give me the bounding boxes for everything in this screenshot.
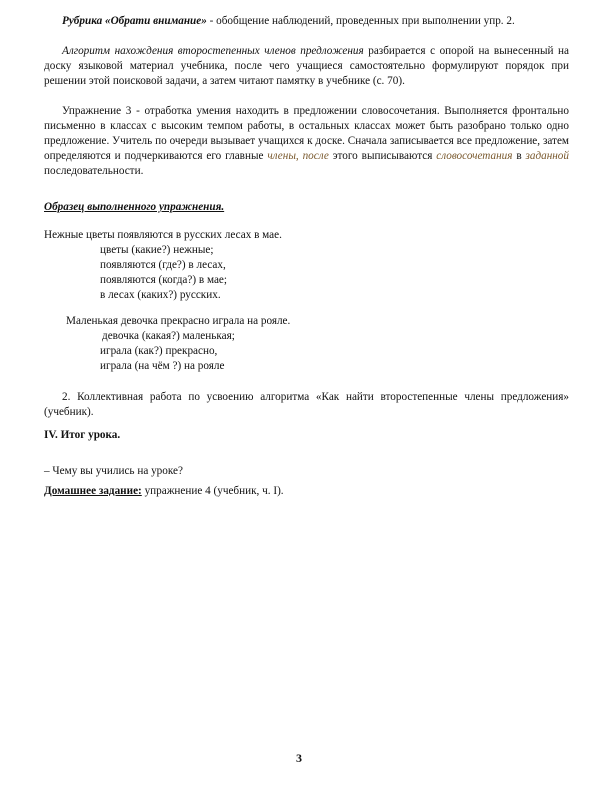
homework-label: Домашнее задание: bbox=[44, 485, 142, 497]
collective-work-paragraph: 2. Коллективная работа по усвоению алгоритма «Как найти второстепенные члены предложения» (учебник). bbox=[44, 391, 569, 418]
sample-1-line-2: появляются (где?) в лесах, bbox=[100, 259, 226, 271]
sample-2-line-3: играла (на чём ?) на рояле bbox=[100, 360, 225, 372]
highlight-given: заданной bbox=[525, 150, 569, 162]
sample-2-line-2: играла (как?) прекрасно, bbox=[100, 345, 218, 357]
summary-question: – Чему вы учились на уроке? bbox=[44, 465, 183, 477]
exercise3-text-2: этого выписываются bbox=[328, 150, 437, 162]
sample-1-line-4: в лесах (каких?) русских. bbox=[100, 289, 221, 301]
rubric-text: - обобщение наблюдений, проведенных при выполнении упр. 2. bbox=[206, 15, 515, 27]
sample-sentence-1: Нежные цветы появляются в русских лесах в мае. bbox=[44, 229, 282, 241]
exercise3-lead: Упражнение 3 bbox=[62, 105, 132, 117]
homework-text: упражнение 4 (учебник, ч. I). bbox=[141, 485, 284, 497]
sample-heading: Образец выполненного упражнения. bbox=[44, 201, 225, 213]
highlight-members: члены, после bbox=[267, 150, 329, 162]
sample-1-line-1: цветы (какие?) нежные; bbox=[100, 244, 214, 256]
sample-sentence-2: Маленькая девочка прекрасно играла на рояле. bbox=[66, 315, 291, 327]
algorithm-paragraph bbox=[44, 44, 569, 89]
exercise3-paragraph bbox=[44, 104, 569, 179]
exercise3-text-1: - отработка умения находить в предложении словосочетания. Выполняется фронтально письменно в классах с высоким темпом работы, в остальных классах может быть разобрано только одно предложение. Учитель по очереди вызывает учащихся к доске. Сначала записывается все предложение, затем определяются и подчеркиваются его главные bbox=[44, 105, 570, 162]
sample-1-line-3: появляются (когда?) в мае; bbox=[100, 274, 228, 286]
rubric-title: Рубрика «Обрати внимание» bbox=[62, 15, 207, 27]
algorithm-text: разбирается с опорой на вынесенный на доску языковой материал учебника, после чего учащиеся самостоятельно формулируют порядок при решении этой поисковой задачи, а затем читают памятку в учебнике (с. 70). bbox=[44, 45, 569, 87]
sample-2-line-1: девочка (какая?) маленькая; bbox=[102, 330, 235, 342]
algorithm-title: Алгоритм нахождения второстепенных членов предложения bbox=[62, 45, 364, 57]
highlight-phrases: словосочетания bbox=[436, 150, 513, 162]
page-number: 3 bbox=[296, 751, 302, 765]
homework-line bbox=[44, 484, 284, 499]
lesson-summary-heading: IV. Итог урока. bbox=[44, 429, 121, 441]
rubric-paragraph bbox=[44, 14, 569, 29]
exercise3-text-4: последовательности. bbox=[44, 165, 144, 177]
exercise3-text-3: в bbox=[512, 150, 526, 162]
